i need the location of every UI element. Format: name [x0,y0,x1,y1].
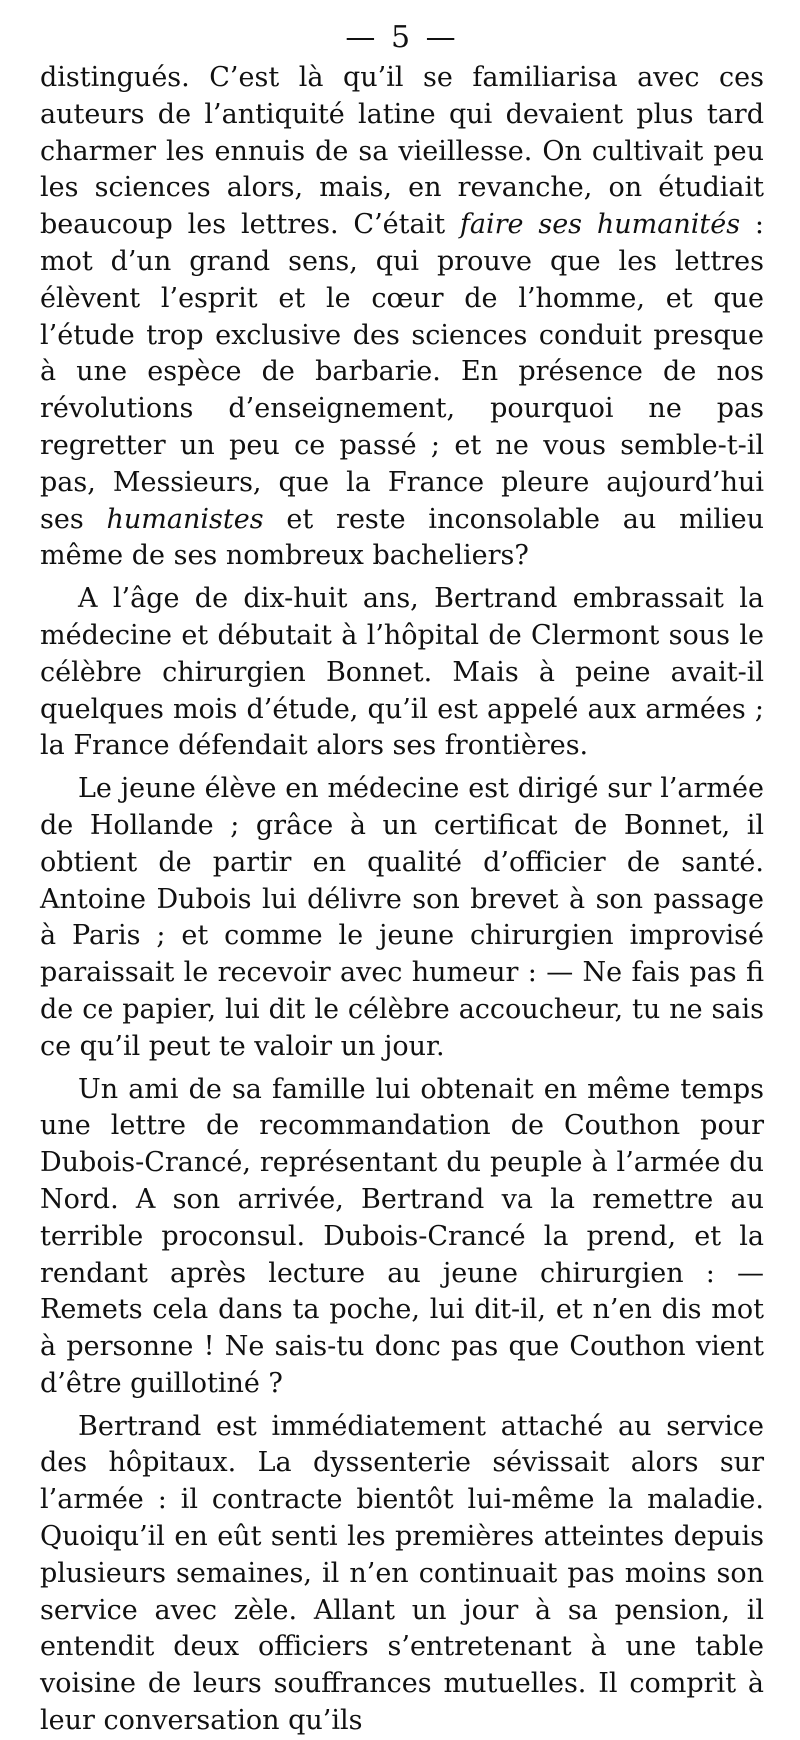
paragraph-4-text: Un ami de sa famille lui obtenait en même temps une lettre de recommandation de Couthon pour Dubois-Crancé, représentant du peuple à l’armée du Nord. A son arrivée, Bertrand va la remettre au terrible proconsul. Dubois-Crancé la prend, et la rendant après lecture au jeune chirurgien : — Remets cela dans ta poche, lui dit-il, et n’en dis mot à personne ! Ne sais-tu donc pas que Couthon vient d’être guillotiné ? [40,1073,764,1399]
paragraph-2-text: A l’âge de dix-huit ans, Bertrand embrassait la médecine et débutait à l’hôpital de Clermont sous le célèbre chirurgien Bonnet. Mais à peine avait-il quelques mois d’étude, qu’il est appelé aux armées ; la France défendait alors ses frontières. [40,583,764,762]
paragraph-1-text-continued: : mot d’un grand sens, qui prouve que les lettres élèvent l’esprit et le cœur de l’homme, et que l’étude trop exclusive des sciences conduit presque à une espèce de barbarie. En présence de nos révolutions d’enseignement, pourquoi ne pas regretter un peu ce passé ; et ne vous semble-t-il pas, Messieurs, que la France pleure aujourd’hui ses [40,209,765,535]
italic-phrase-faire-ses-humanites: faire ses humanités [459,209,741,241]
paragraph-2 [40,581,764,765]
paragraph-1-text-end: et reste inconsolable au milieu même de ses nombreux bacheliers? [40,503,764,572]
page-number: — 5 — [345,20,459,55]
paragraph-4 [40,1072,764,1403]
body-text [40,60,764,1740]
paragraph-1 [40,60,764,575]
paragraph-5-text: Bertrand est immédiatement attaché au service des hôpitaux. La dyssenterie sévissait alors sur l’armée : il contracte bientôt lui-même la maladie. Quoiqu’il en eût senti les premières atteintes depuis plusieurs semaines, il n’en continuait pas moins son service avec zèle. Allant un jour à sa pension, il entendit deux officiers s’entretenant à une table voisine de leurs souffrances mutuelles. Il comprit à leur conversation qu’ils [40,1410,764,1737]
paragraph-3-text: Le jeune élève en médecine est dirigé sur l’armée de Hollande ; grâce à un certificat de Bonnet, il obtient de partir en qualité d’officier de santé. Antoine Dubois lui délivre son brevet à son passage à Paris ; et comme le jeune chirurgien improvisé paraissait le recevoir avec humeur : — Ne fais pas fi de ce papier, lui dit le célèbre accoucheur, tu ne sais ce qu’il peut te valoir un jour. [40,773,764,1062]
paragraph-1-text: distingués. C’est là qu’il se familiarisa avec ces auteurs de l’antiquité latine qui devaient plus tard charmer les ennuis de sa vieillesse. On cultivait peu les sciences alors, mais, en revanche, on étudiait beaucoup les lettres. C’était [40,62,764,241]
paragraph-3 [40,771,764,1065]
italic-word-humanistes: humanistes [106,503,264,535]
paragraph-5 [40,1409,764,1740]
